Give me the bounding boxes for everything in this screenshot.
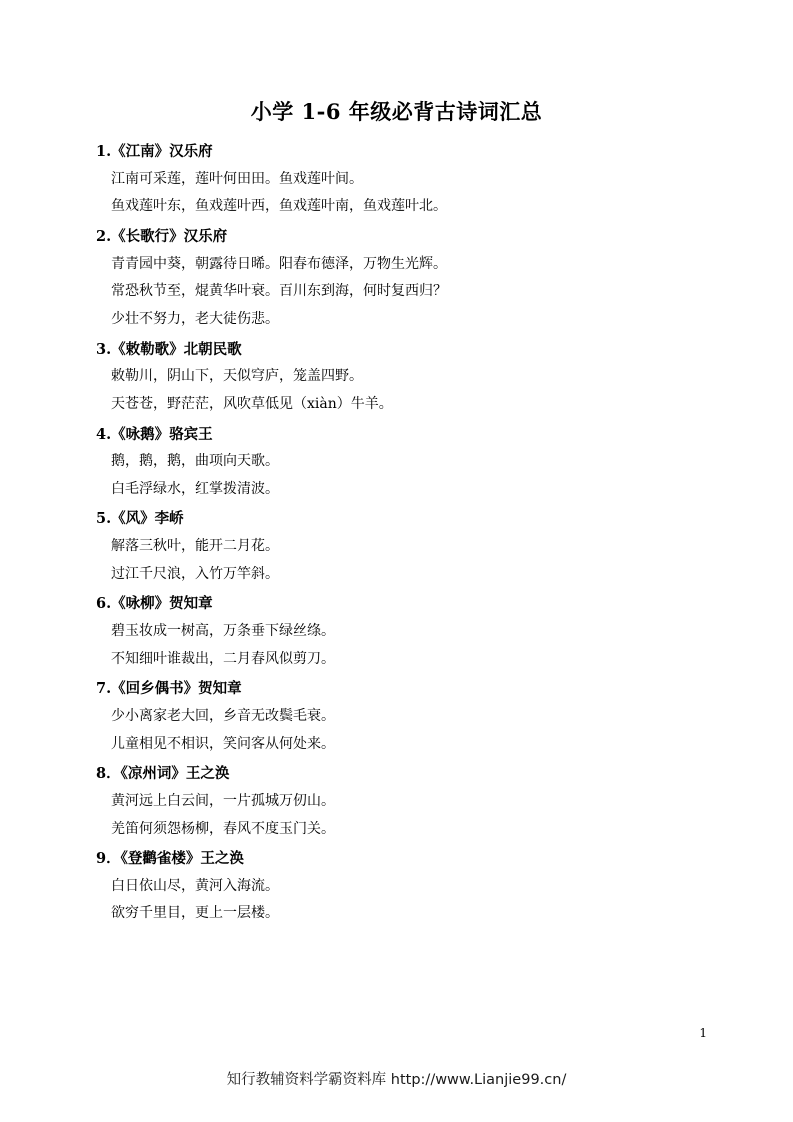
poem-entry <box>78 764 715 840</box>
poem-line: 少小离家老大回，乡音无改鬓毛衰。 <box>111 707 335 724</box>
poem-entry <box>78 425 715 501</box>
page-number: 1 <box>699 1026 707 1040</box>
poem-title: 1.《江南》汉乐府 <box>96 143 213 160</box>
poem-line: 儿童相见不相识，笑问客从何处来。 <box>111 735 335 752</box>
poem-line: 鹅，鹅，鹅，曲项向天歌。 <box>111 453 279 470</box>
poem-title: 8．《凉州词》王之涣 <box>96 765 230 783</box>
page-title: 小学 1-6 年级必背古诗词汇总 <box>250 99 543 124</box>
poem-line: 白毛浮绿水，红掌拨清波。 <box>111 480 279 497</box>
poem-entry <box>78 340 715 416</box>
poem-entry <box>78 594 715 670</box>
poem-line: 碧玉妆成一树高，万条垂下绿丝绦。 <box>111 622 335 639</box>
poem-line: 江南可采莲，莲叶何田田。鱼戏莲叶间。 <box>111 170 363 187</box>
poem-entry <box>78 509 715 585</box>
poem-title: 7.《回乡偶书》贺知章 <box>96 680 242 698</box>
poem-line: 过江千尺浪，入竹万竿斜。 <box>111 565 279 582</box>
poem-line: 少壮不努力，老大徒伤悲。 <box>111 310 279 327</box>
poem-entry <box>78 849 715 925</box>
poem-line: 敕勒川，阴山下，天似穹庐，笼盖四野。 <box>111 368 363 385</box>
poem-line: 鱼戏莲叶东，鱼戏莲叶西，鱼戏莲叶南，鱼戏莲叶北。 <box>111 198 447 215</box>
poem-line: 欲穷千里目，更上一层楼。 <box>111 905 279 922</box>
poem-entry <box>78 679 715 755</box>
poem-line: 黄河远上白云间，一片孤城万仞山。 <box>111 792 335 809</box>
poem-title: 9．《登鹳雀楼》王之涣 <box>96 850 244 868</box>
poem-line: 解落三秋叶，能开二月花。 <box>111 538 279 554</box>
poem-entry <box>78 142 715 218</box>
poem-line: 常恐秋节至，焜黄华叶衰。百川东到海，何时复西归？ <box>111 283 447 300</box>
poem-line: 羌笛何须怨杨柳，春风不度玉门关。 <box>111 820 335 837</box>
footer-watermark: 知行教辅资料学霸资料库 http://www.Lianjie99.cn/ <box>226 1072 567 1088</box>
poem-title: 5.《风》李峤 <box>96 510 184 528</box>
poem-line: 白日依山尽，黄河入海流。 <box>111 877 279 894</box>
poem-title: 6.《咏柳》贺知章 <box>96 595 213 613</box>
poem-line: 天苍苍，野茫茫，风吹草低见（xiàn）牛羊。 <box>111 395 393 412</box>
poem-line: 不知细叶谁裁出，二月春风似剪刀。 <box>111 650 335 667</box>
poem-title: 3.《敕勒歌》北朝民歌 <box>96 340 242 358</box>
poem-title: 4.《咏鹅》骆宾王 <box>96 425 213 443</box>
poem-title: 2.《长歌行》汉乐府 <box>96 227 228 245</box>
poem-entry <box>78 227 715 331</box>
poem-line: 青青园中葵，朝露待日晞。阳春布德泽，万物生光辉。 <box>111 255 447 272</box>
